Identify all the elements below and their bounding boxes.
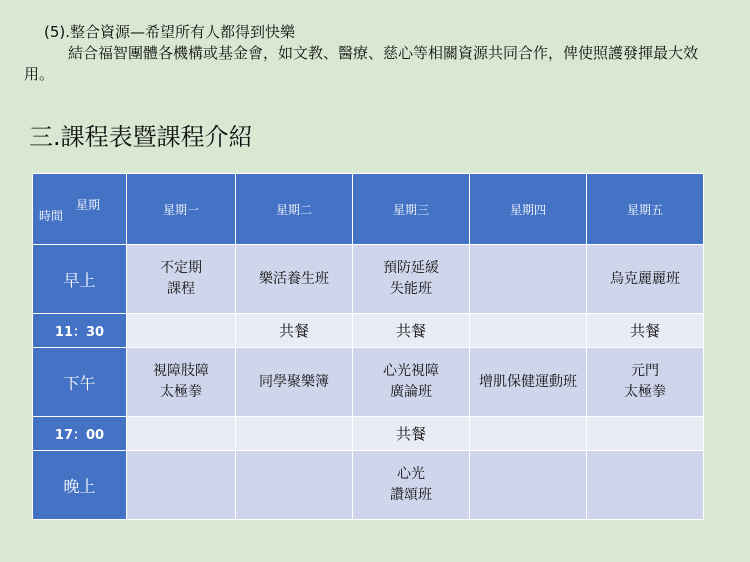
table-cell: 心光 讚頌班 <box>353 451 470 520</box>
day-header: 星期三 <box>353 174 470 245</box>
corner-weekday-label: 星期 <box>75 198 100 212</box>
table-cell: 不定期 課程 <box>127 245 236 314</box>
intro-paragraph <box>24 22 714 85</box>
table-row <box>33 314 704 348</box>
corner-time-label: 時間 <box>39 209 64 223</box>
table-cell <box>470 314 587 348</box>
table-row <box>33 417 704 451</box>
table-cell: 烏克麗麗班 <box>587 245 704 314</box>
table-row <box>33 245 704 314</box>
row-label: 下午 <box>33 348 127 417</box>
table-cell: 共餐 <box>353 417 470 451</box>
table-cell <box>236 417 353 451</box>
paragraph-heading: (5).整合資源—希望所有人都得到快樂 <box>44 23 296 41</box>
header-row <box>33 174 704 245</box>
table-row <box>33 451 704 520</box>
table-cell: 心光視障 廣論班 <box>353 348 470 417</box>
table-cell: 共餐 <box>353 314 470 348</box>
table-cell <box>127 314 236 348</box>
table-cell <box>587 417 704 451</box>
table-cell <box>470 417 587 451</box>
table-cell: 元門 太極拳 <box>587 348 704 417</box>
row-label: 17：00 <box>33 417 127 451</box>
paragraph-body: 結合福智團體各機構或基金會，如文教、醫療、慈心等相關資源共同合作，俾使照護發揮最大效用。 <box>24 44 699 83</box>
day-header: 星期一 <box>127 174 236 245</box>
section-title: 三.課程表暨課程介紹 <box>29 123 253 151</box>
table-cell: 同學聚樂簿 <box>236 348 353 417</box>
day-header: 星期五 <box>587 174 704 245</box>
day-header: 星期二 <box>236 174 353 245</box>
row-label: 11：30 <box>33 314 127 348</box>
schedule-table <box>32 173 704 520</box>
table-cell: 共餐 <box>587 314 704 348</box>
row-label: 早上 <box>33 245 127 314</box>
table-cell: 樂活養生班 <box>236 245 353 314</box>
day-header: 星期四 <box>470 174 587 245</box>
table-row <box>33 348 704 417</box>
table-cell <box>236 451 353 520</box>
table-cell: 視障肢障 太極拳 <box>127 348 236 417</box>
table-cell <box>470 451 587 520</box>
table-cell: 預防延緩 失能班 <box>353 245 470 314</box>
corner-cell <box>33 174 127 245</box>
table-cell <box>127 417 236 451</box>
table-cell <box>127 451 236 520</box>
table-cell: 增肌保健運動班 <box>470 348 587 417</box>
row-label: 晚上 <box>33 451 127 520</box>
table-cell <box>470 245 587 314</box>
table-cell: 共餐 <box>236 314 353 348</box>
table-cell <box>587 451 704 520</box>
